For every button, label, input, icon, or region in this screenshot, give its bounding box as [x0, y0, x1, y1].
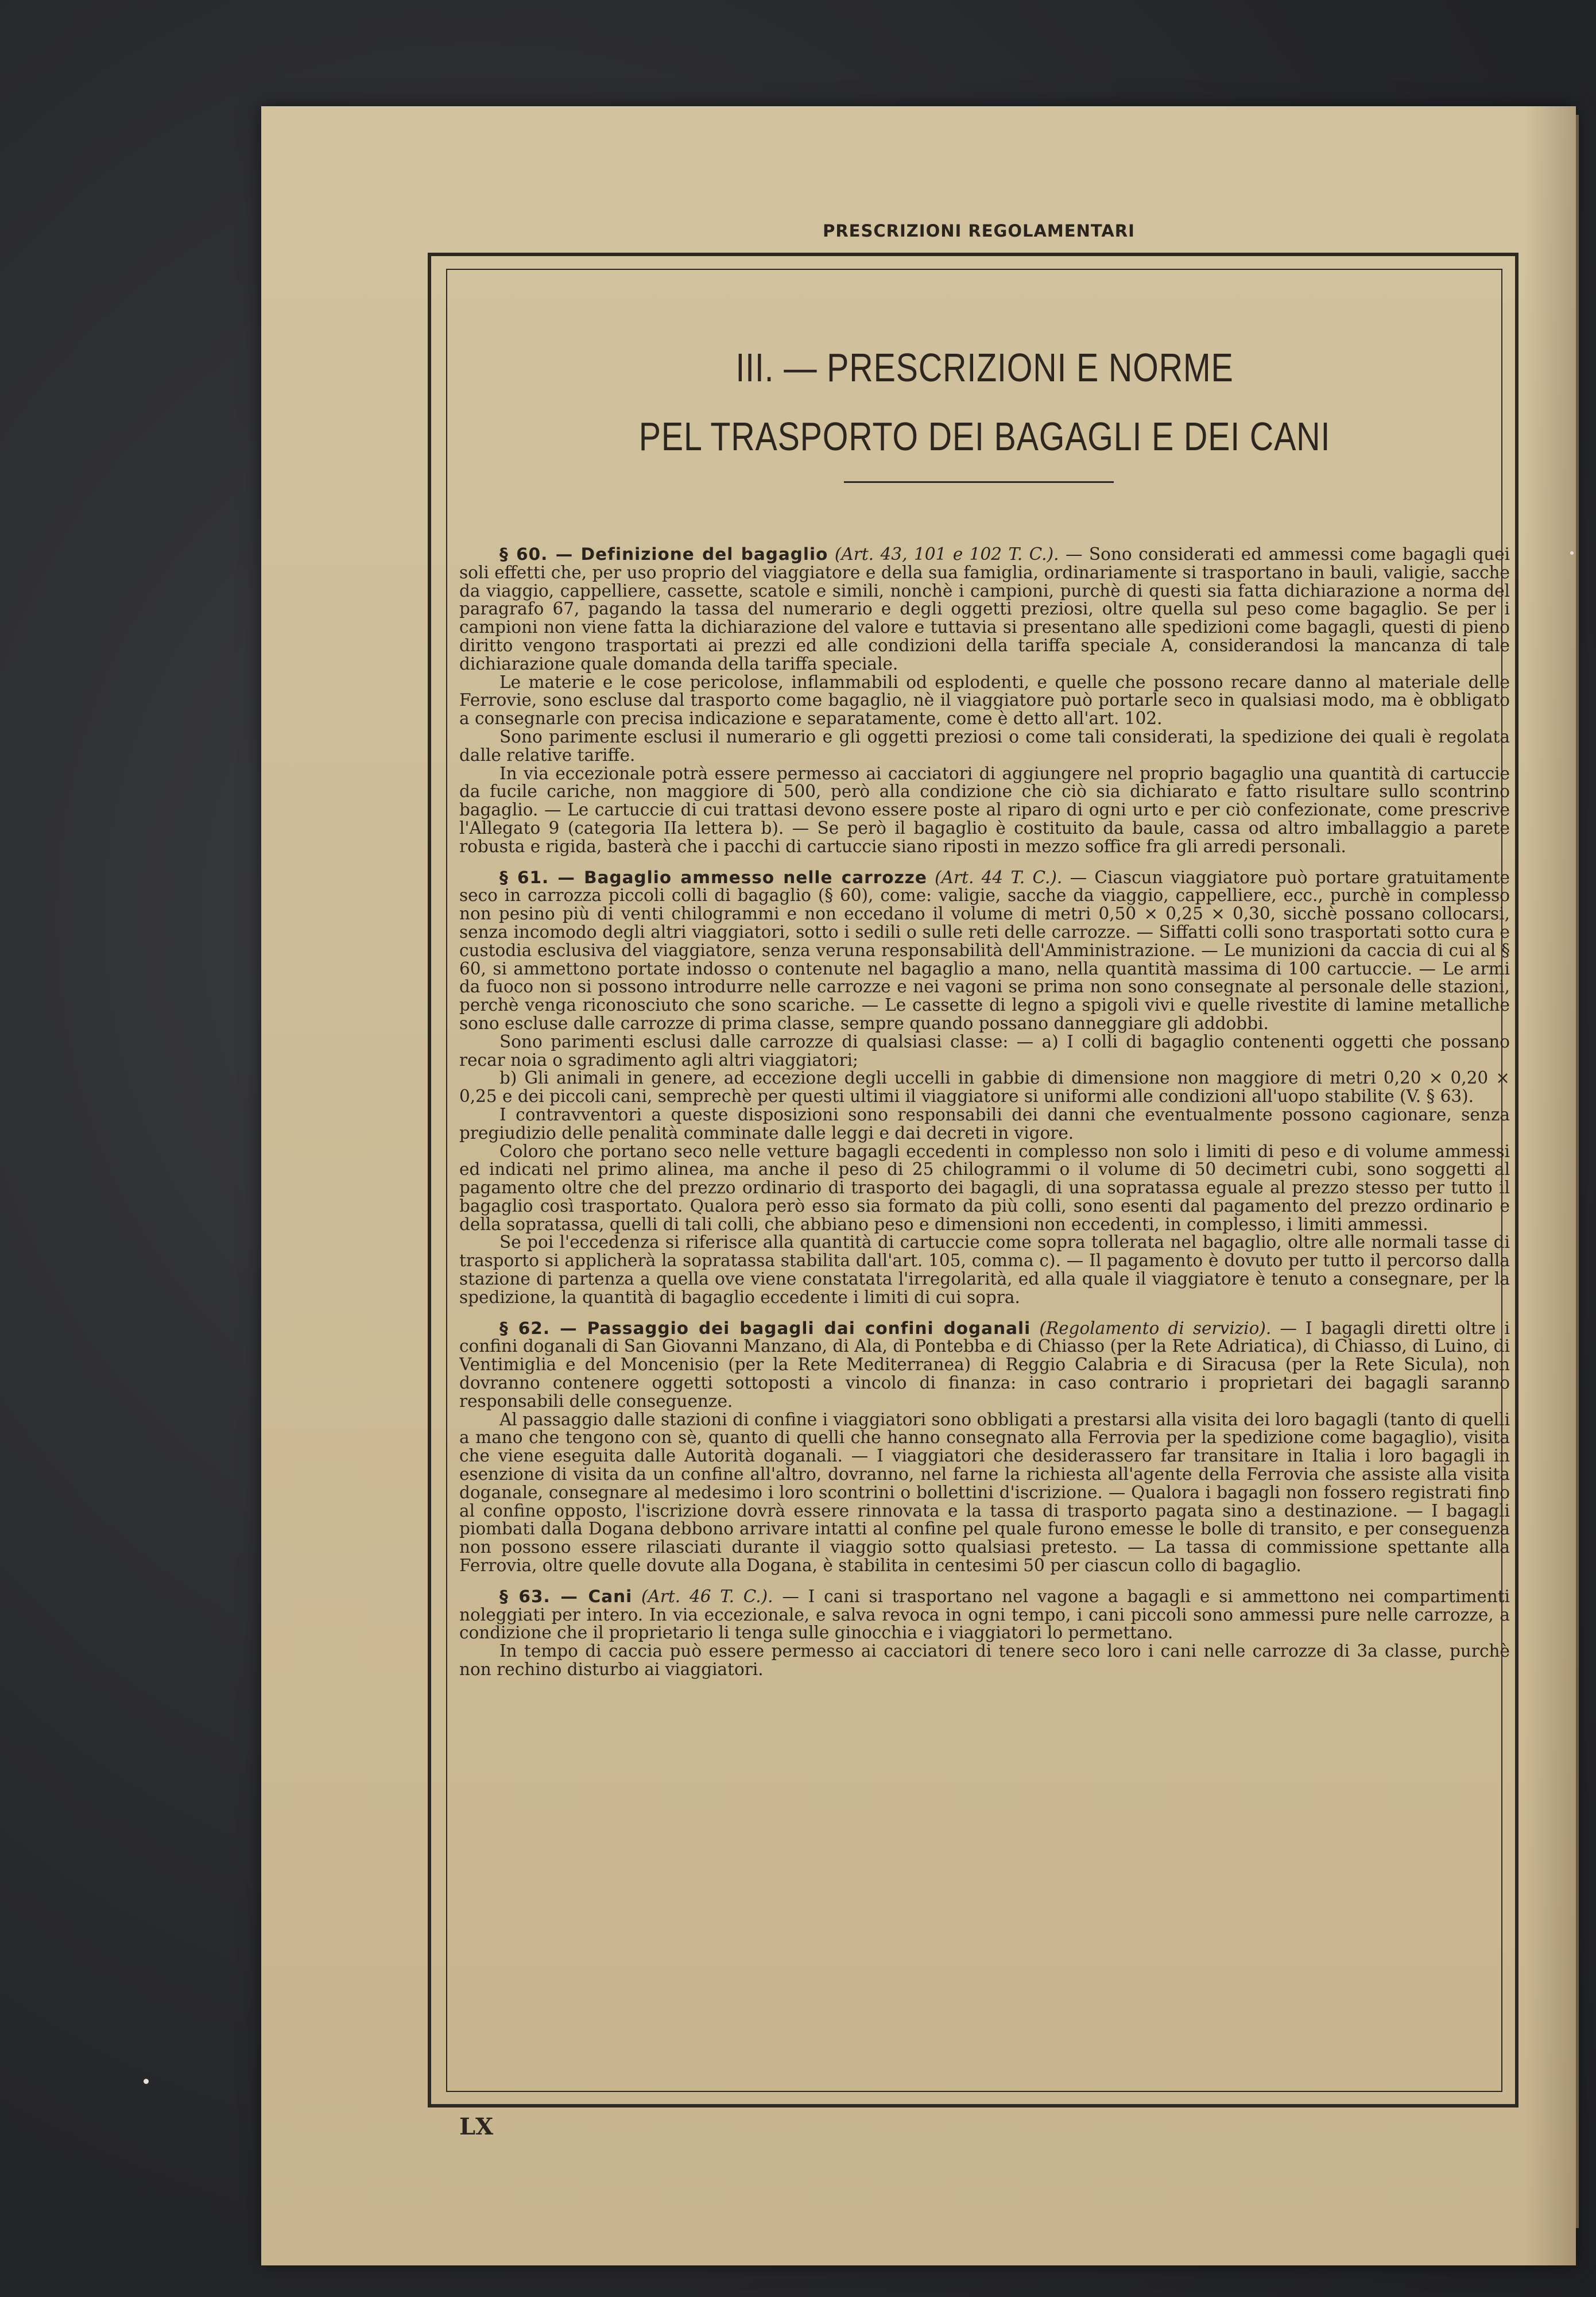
- paragraph: Le materie e le cose pericolose, inflammabili od esplodenti, e quelle che possono recare danno al materiale delle Ferrovie, sono escluse dal trasporto come bagaglio, nè il viaggiatore può portarle seco in qualsiasi modo, ma è obbligato a consegnarle con precisa indicazione e separatamente, come è detto all'art. 102.: [459, 672, 1510, 729]
- paper-speck: [1570, 551, 1574, 555]
- section-heading: § 60. — Definizione del bagaglio: [499, 544, 828, 564]
- chapter-title-line-2: PEL TRASPORTO DEI BAGAGLI E DEI CANI: [638, 414, 1331, 459]
- paragraph: b) Gli animali in genere, ad eccezione degli uccelli in gabbie di dimensione non maggiore di metri 0,20 × 0,20 × 0,25 e dei piccoli cani, semprechè per questi ultimi il viaggiatore si uniformi alle condizioni all'uopo stabilite (V. § 63).: [459, 1068, 1510, 1107]
- paragraph-section-62: [459, 1320, 1510, 1411]
- paragraph-section-63: [459, 1588, 1510, 1642]
- paragraph-text: — Ciascun viaggiatore può portare gratuitamente seco in carrozza piccoli colli di bagaglio (§ 60), come: valigie, sacche da viaggio, cappelliere, ecc., purchè in complesso non pesino più di venti chilogrammi e non eccedano il volume di metri 0,50 × 0,25 × 0,30, sicchè possano collocarsi, senza incomodo degli altri viaggiatori, sotto i sedili o sulle reti delle carrozze. — Siffatti colli sono trasportati sotto cura e custodia esclusiva del viaggiatore, senza veruna responsabilità dell'Amministrazione. — Le munizioni da caccia di cui al § 60, si ammettono portate indosso o contenute nel bagaglio a mano, nella quantità massima di 100 cartuccie. — Le armi da fuoco non si possono introdurre nelle carrozze e nei vagoni se prima non sono consegnate al personale delle stazioni, perchè venga riconosciuto che sono scariche. — Le cassette di legno a spigoli vivi e quelle rivestite di lamine metalliche sono escluse dalle carrozze di prima classe, sempre quando possano danneggiare gli addobbi.: [459, 867, 1510, 1033]
- paragraph-text: — Sono considerati ed ammessi come bagagli quei soli effetti che, per uso proprio del viaggiatore e della sua famiglia, ordinariamente si trasportano in bauli, valigie, sacche da viaggio, cappelliere, cassette, scatole e simili, nonchè i campioni, purchè di questi sia fatta dichiarazione a norma del paragrafo 67, pagando la tassa del numerario e degli oggetti preziosi, oltre quella sul peso come bagaglio. Se per i campioni non viene fatta la dichiarazione del valore e tuttavia si presentano alle spedizioni come bagagli, questi di pieno diritto vengono trasportati ai prezzi ed alle condizioni della tariffa speciale A, considerandosi la mancanza di tale dichiarazione quale domanda della tariffa speciale.: [459, 544, 1510, 674]
- paragraph: Se poi l'eccedenza si riferisce alla quantità di cartuccie come sopra tollerata nel bagaglio, oltre alle normali tasse di trasporto si applicherà la sopratassa stabilita dall'art. 105, comma c). — Il pagamento è dovuto per tutto il percorso dalla stazione di partenza a quella ove viene constatata l'irregolarità, ed alla quale il viaggiatore è tenuto a consegnare, per la spedizione, la quantità di bagaglio eccedente i limiti di cui sopra.: [459, 1232, 1510, 1307]
- running-head: PRESCRIZIONI REGOLAMENTARI: [823, 221, 1135, 241]
- chapter-title-line-1: III. — PRESCRIZIONI E NORME: [735, 345, 1234, 390]
- paper-speck: [144, 2079, 149, 2084]
- paragraph: Sono parimente esclusi il numerario e gli oggetti preziosi o come tali considerati, la spedizione dei quali è regolata dalle relative tariffe.: [459, 726, 1510, 765]
- paragraph-section-61: [459, 869, 1510, 1033]
- paragraph: I contravventori a queste disposizioni sono responsabili dei danni che eventualmente possono cagionare, senza pregiudizio delle penalità comminate dalle leggi e dai decreti in vigore.: [459, 1104, 1510, 1143]
- paragraph: In tempo di caccia può essere permesso ai cacciatori di tenere seco loro i cani nelle carrozze di 3a classe, purchè non rechino disturbo ai viaggiatori.: [459, 1641, 1510, 1680]
- page-number: LX: [459, 2113, 494, 2140]
- page-content: [459, 270, 1510, 2090]
- section-reference: (Art. 43, 101 e 102 T. C.).: [834, 544, 1059, 564]
- paragraph: In via eccezionale potrà essere permesso ai cacciatori di aggiungere nel proprio bagaglio una quantità di cartuccie da fucile cariche, non maggiore di 500, però alla condizione che ciò sia dichiarato e fatto risultare sullo scontrino bagaglio. — Le cartuccie di cui trattasi devono essere poste al riparo di ogni urto e per ciò confezionate, come prescrive l'Allegato 9 (categoria IIa lettera b). — Se però il bagaglio è costituito da baule, cassa od altro imballaggio a parete robusta e rigida, basterà che i pacchi di cartuccie siano riposti in mezzo soffice fra gli arredi personali.: [459, 763, 1510, 856]
- paragraph: Coloro che portano seco nelle vetture bagagli eccedenti in complesso non solo i limiti di peso e di volume ammessi ed indicati nel primo alinea, ma anche il peso di 25 chilogrammi o il volume di 50 decimetri cubi, sono soggetti al pagamento oltre che del prezzo ordinario di trasporto dei bagagli, di una sopratassa eguale al prezzo stesso per tutto il bagaglio così trasportato. Qualora però esso sia formato da più colli, sono esenti dal pagamento del prezzo ordinario e della sopratassa, quelli di tali colli, che abbiano peso e dimensioni non eccedenti, in complesso, i limiti ammessi.: [459, 1141, 1510, 1234]
- paragraph: Sono parimenti esclusi dalle carrozze di qualsiasi classe: — a) I colli di bagaglio contenenti oggetti che possano recar noia o sgradimento agli altri viaggiatori;: [459, 1031, 1510, 1070]
- section-reference: (Art. 46 T. C.).: [641, 1586, 773, 1606]
- body-text: [459, 546, 1510, 1679]
- paragraph-text: — I cani si trasportano nel vagone a bagagli e si ammettono nei compartimenti noleggiati per intero. In via eccezionale, e salva revoca in ogni tempo, i cani piccoli sono ammessi pure nelle carrozze, a condizione che il proprietario li tenga sulle ginocchia e i viaggiatori lo permettano.: [459, 1586, 1510, 1643]
- paragraph-section-60: [459, 546, 1510, 674]
- section-reference: (Art. 44 T. C.).: [935, 867, 1063, 887]
- paragraph: Al passaggio dalle stazioni di confine i viaggiatori sono obbligati a prestarsi alla visita dei loro bagagli (tanto di quelli a mano che tengono con sè, quanto di quelli che hanno consegnato alla Ferrovia per la spedizione come bagaglio), visita che viene eseguita dalle Autorità doganali. — I viaggiatori che desiderassero far transitare in Italia i loro bagagli in esenzione di visita da un confine all'altro, dovranno, nel farne la richiesta all'agente della Ferrovia che assiste alla visita doganale, consegnare al medesimo i loro scontrini o bollettini d'iscrizione. — Qualora i bagagli non fossero registrati fino al confine opposto, l'iscrizione dovrà essere rinnovata e la tassa di trasporto pagata sino a destinazione. — I bagagli piombati dalla Dogana debbono arrivare intatti al confine pel quale furono emesse le bolle di transito, e per conseguenza non possono essere rilasciati durante il viaggio sotto qualsiasi pretesto. — La tassa di commissione spettante alla Ferrovia, oltre quelle dovute alla Dogana, è stabilita in centesimi 50 per ciascun collo di bagaglio.: [459, 1409, 1510, 1576]
- section-reference: (Regolamento di servizio).: [1039, 1318, 1272, 1338]
- section-heading: § 62. — Passaggio dei bagagli dai confini doganali: [499, 1318, 1031, 1338]
- paragraph-text: — I bagagli diretti oltre i confini doganali di San Giovanni Manzano, di Ala, di Pontebba e di Chiasso (per la Rete Adriatica), di Chiasso, di Luino, di Ventimiglia e del Moncenisio (per la Rete Mediterranea) di Reggio Calabria e di Siracusa (per la Rete Sicula), non dovranno contenere oggetti sottoposti a vincolo di finanza: in caso contrario i proprietari dei bagagli saranno responsabili delle conseguenze.: [459, 1318, 1510, 1411]
- title-rule: [844, 481, 1114, 483]
- section-heading: § 61. — Bagaglio ammesso nelle carrozze: [499, 867, 927, 887]
- section-heading: § 63. — Cani: [499, 1586, 633, 1606]
